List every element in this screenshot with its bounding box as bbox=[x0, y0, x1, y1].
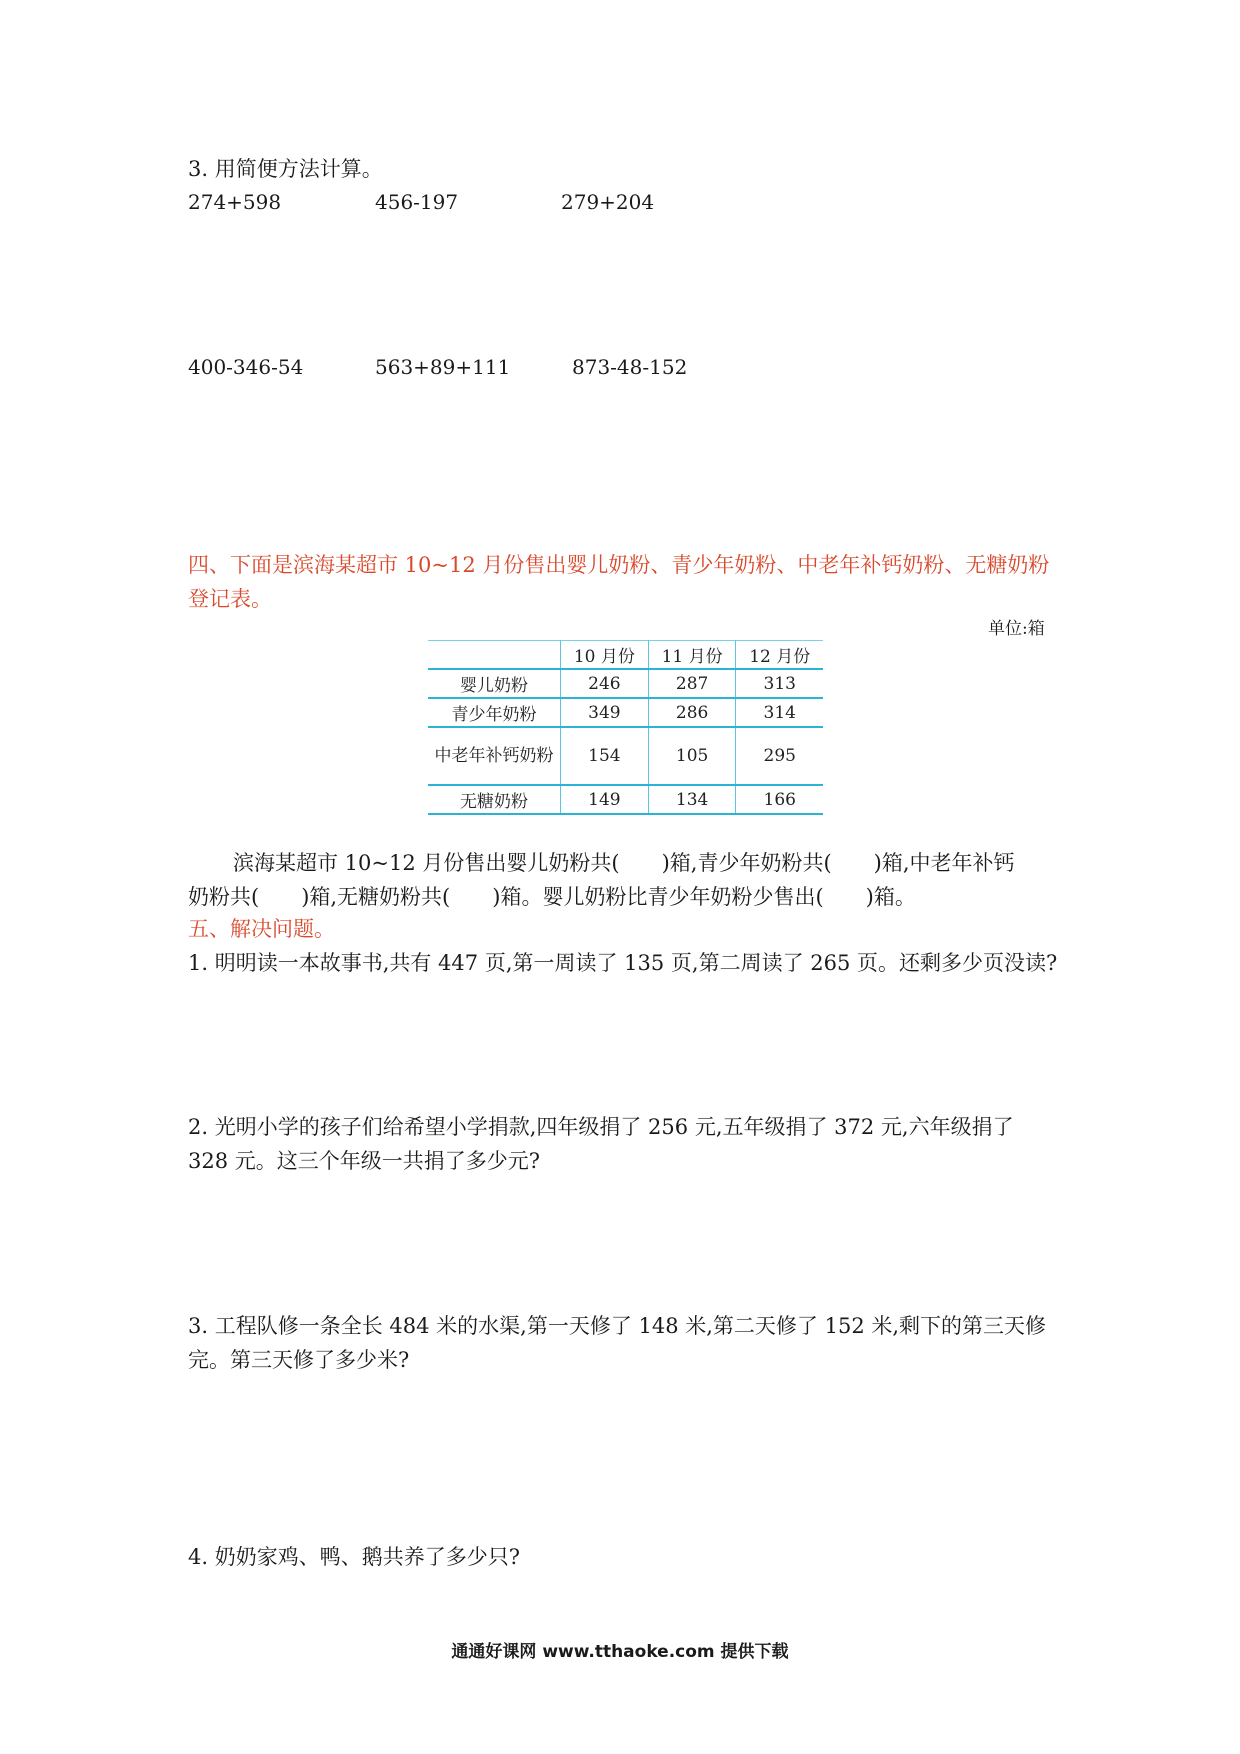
question-2: 2. 光明小学的孩子们给希望小学捐款,四年级捐了 256 元,五年级捐了 372 元,六年级捐了 bbox=[188, 1115, 1014, 1139]
footer-watermark: 通通好课网 www.tthaoke.com 提供下载 bbox=[451, 1642, 789, 1662]
table-cell: 166 bbox=[736, 785, 823, 814]
row-label: 中老年补钙奶粉 bbox=[428, 727, 561, 785]
table-row bbox=[428, 669, 823, 698]
row-label: 婴儿奶粉 bbox=[428, 669, 561, 698]
table-cell: 246 bbox=[561, 669, 649, 698]
expression: 873-48-152 bbox=[572, 355, 688, 379]
table-header-row bbox=[428, 641, 823, 670]
section4-heading: 四、下面是滨海某超市 10~12 月份售出婴儿奶粉、青少年奶粉、中老年补钙奶粉、无糖奶粉 bbox=[188, 553, 1050, 577]
row-label: 青少年奶粉 bbox=[428, 698, 561, 727]
expression: 279+204 bbox=[561, 190, 655, 214]
table-cell: 295 bbox=[736, 727, 823, 785]
section3-heading: 3. 用简便方法计算。 bbox=[188, 157, 383, 181]
column-header: 12 月份 bbox=[736, 641, 823, 670]
column-header: 10 月份 bbox=[561, 641, 649, 670]
table-row bbox=[428, 785, 823, 814]
question-2-cont: 328 元。这三个年级一共捐了多少元? bbox=[188, 1149, 541, 1173]
section4-heading-cont: 登记表。 bbox=[188, 587, 272, 611]
question-1: 1. 明明读一本故事书,共有 447 页,第一周读了 135 页,第二周读了 265 页。还剩多少页没读? bbox=[188, 951, 1058, 975]
expression: 456-197 bbox=[375, 190, 459, 214]
sales-table bbox=[428, 640, 823, 815]
table-cell: 287 bbox=[648, 669, 736, 698]
question-3-cont: 完。第三天修了多少米? bbox=[188, 1348, 410, 1372]
table-row bbox=[428, 698, 823, 727]
expression: 400-346-54 bbox=[188, 355, 304, 379]
fill-in-text-cont: 奶粉共( )箱,无糖奶粉共( )箱。婴儿奶粉比青少年奶粉少售出( )箱。 bbox=[188, 885, 916, 909]
table-row bbox=[428, 727, 823, 785]
table-corner-cell bbox=[428, 641, 561, 670]
row-label: 无糖奶粉 bbox=[428, 785, 561, 814]
table-cell: 349 bbox=[561, 698, 649, 727]
unit-label: 单位:箱 bbox=[988, 619, 1045, 639]
table-cell: 154 bbox=[561, 727, 649, 785]
table-cell: 105 bbox=[648, 727, 736, 785]
expression: 563+89+111 bbox=[375, 355, 511, 379]
section5-heading: 五、解决问题。 bbox=[188, 917, 335, 941]
table-cell: 286 bbox=[648, 698, 736, 727]
fill-in-text: 滨海某超市 10~12 月份售出婴儿奶粉共( )箱,青少年奶粉共( )箱,中老年补钙 bbox=[233, 851, 1015, 875]
question-4: 4. 奶奶家鸡、鸭、鹅共养了多少只? bbox=[188, 1545, 520, 1569]
table-cell: 313 bbox=[736, 669, 823, 698]
table-cell: 149 bbox=[561, 785, 649, 814]
column-header: 11 月份 bbox=[648, 641, 736, 670]
table-cell: 314 bbox=[736, 698, 823, 727]
table-cell: 134 bbox=[648, 785, 736, 814]
question-3: 3. 工程队修一条全长 484 米的水渠,第一天修了 148 米,第二天修了 152 米,剩下的第三天修 bbox=[188, 1314, 1047, 1338]
expression: 274+598 bbox=[188, 190, 282, 214]
